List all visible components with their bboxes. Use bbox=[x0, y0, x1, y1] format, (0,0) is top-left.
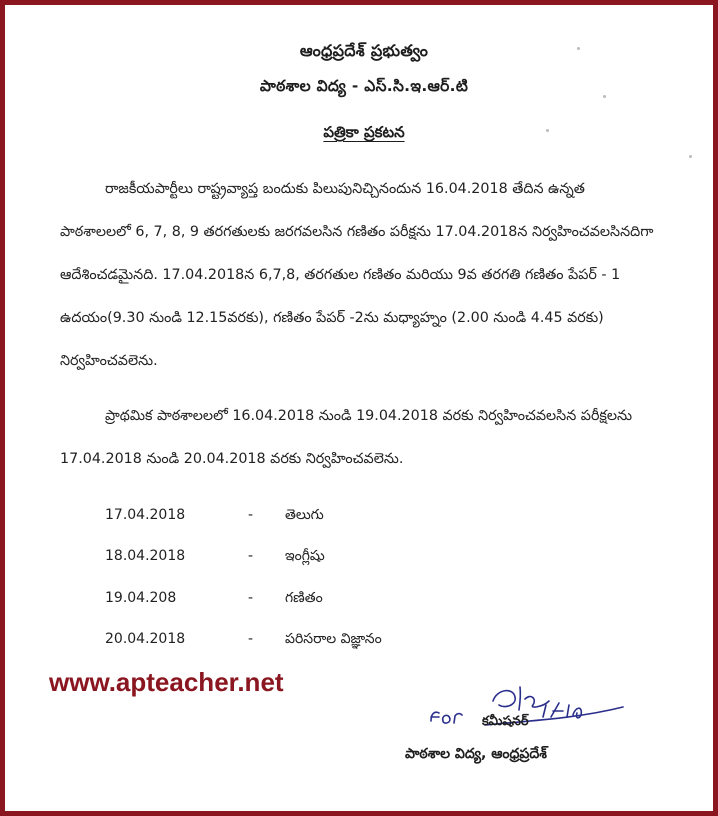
department-heading: పాఠశాల విద్య - ఎస్.సి.ఇ.ఆర్.టి bbox=[259, 77, 469, 95]
para2-line-2: 17.04.2018 నుండి 20.04.2018 వరకు నిర్వహించవలెను. bbox=[60, 451, 404, 467]
para1-line-1: రాజకీయపార్టీలు రాష్ట్రవ్యాప్త బందుకు పిలుపునిచ్చినందున 16.04.2018 తేదిన ఉన్నత bbox=[105, 181, 585, 197]
schedule-date: 17.04.2018 bbox=[105, 507, 186, 523]
scan-speck bbox=[577, 47, 580, 50]
schedule-dash: - bbox=[248, 631, 254, 647]
schedule-subject: ఇంగ్లీషు bbox=[285, 548, 325, 564]
schedule-date: 19.04.208 bbox=[105, 590, 177, 606]
para1-line-2: పాఠశాలలలో 6, 7, 8, 9 తరగతులకు జరగవలసిన గణితం పరీక్షను 17.04.2018న నిర్వహించవలసినదిగా bbox=[60, 224, 654, 240]
signature-office: పాఠశాల విద్య, ఆంధ్రప్రదేశ్ bbox=[405, 746, 547, 762]
notice-title: పత్రికా ప్రకటన bbox=[323, 123, 405, 141]
scan-speck bbox=[603, 95, 606, 98]
schedule-dash: - bbox=[248, 590, 254, 606]
scan-speck bbox=[546, 129, 549, 132]
website-watermark: www.apteacher.net bbox=[49, 667, 284, 697]
schedule-date: 20.04.2018 bbox=[105, 631, 186, 647]
schedule-subject: తెలుగు bbox=[285, 507, 324, 523]
para2-line-1: ప్రాథమిక పాఠశాలలలో 16.04.2018 నుండి 19.04.2018 వరకు నిర్వహించవలసిన పరీక్షలను bbox=[105, 408, 633, 424]
government-heading: ఆంధ్రప్రదేశ్ ప్రభుత్వం bbox=[299, 41, 429, 60]
para1-line-3: ఆదేశించడమైనది. 17.04.2018న 6,7,8, తరగతుల గణితం మరియు 9వ తరగతి గణితం పేపర్ - 1 bbox=[60, 267, 621, 283]
schedule-subject: పరిసరాల విజ్ఞానం bbox=[285, 631, 382, 647]
para1-line-5: నిర్వహించవలెను. bbox=[60, 353, 158, 369]
schedule-dash: - bbox=[248, 548, 254, 564]
signature-designation: కమీషనర్ bbox=[482, 714, 529, 729]
schedule-subject: గణితం bbox=[285, 590, 323, 606]
scan-speck bbox=[689, 155, 692, 158]
schedule-date: 18.04.2018 bbox=[105, 548, 186, 564]
schedule-dash: - bbox=[248, 507, 254, 523]
para1-line-4: ఉదయం(9.30 నుండి 12.15వరకు), గణితం పేపర్ -2ను మధ్యాహ్నం (2.00 నుండి 4.45 వరకు) bbox=[60, 310, 604, 326]
